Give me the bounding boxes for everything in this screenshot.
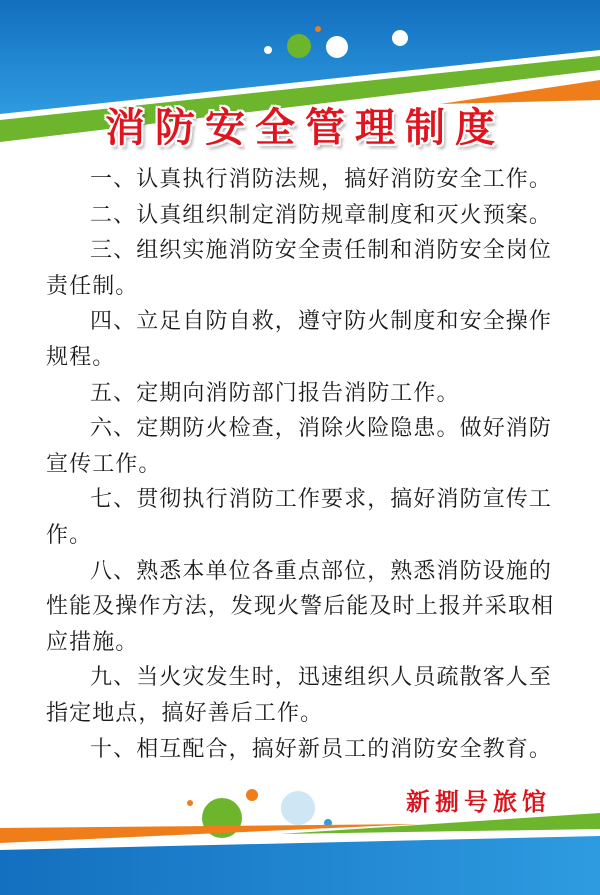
bottom-orange-stripe [0,824,420,843]
bottom-orange-circle [246,789,258,801]
rule-item: 九、当火灾发生时，迅速组织人员疏散客人至指定地点，搞好善后工作。 [46,665,553,726]
poster-title: 消防安全管理制度 [105,105,505,151]
bottom-light-blue-circle [281,791,315,825]
rule-item: 二、认真组织制定消防规章制度和灭火预案。 [90,202,553,228]
rule-item: 三、组织实施消防安全责任制和消防安全岗位责任制。 [46,238,553,299]
rule-item: 六、定期防火检查，消除火险隐患。做好消防宣传工作。 [46,416,553,477]
bottom-blue-band [0,836,600,895]
rule-item: 八、熟悉本单位各重点部位，熟悉消防设施的性能及操作方法，发现火警后能及时上报并采取相应措施。 [46,558,555,655]
top-small-orange-dot [315,26,321,32]
rule-item: 七、贯彻执行消防工作要求，搞好消防宣传工作。 [46,487,553,548]
bottom-small-orange-dot [187,800,193,806]
rules-list [46,162,558,767]
top-green-circle [287,34,311,58]
rule-item: 五、定期向消防部门报告消防工作。 [90,380,460,406]
rule-item: 四、立足自防自救，遵守防火制度和安全操作规程。 [46,309,553,370]
organization-name: 新捌号旅馆 [406,788,551,816]
rule-item: 一、认真执行消防法规，搞好消防安全工作。 [90,167,553,192]
top-white-circle [326,36,348,58]
top-white-circle-small [392,30,408,46]
rule-item: 十、相互配合，搞好新员工的消防安全教育。 [90,736,553,762]
top-small-white-dot [264,46,272,54]
